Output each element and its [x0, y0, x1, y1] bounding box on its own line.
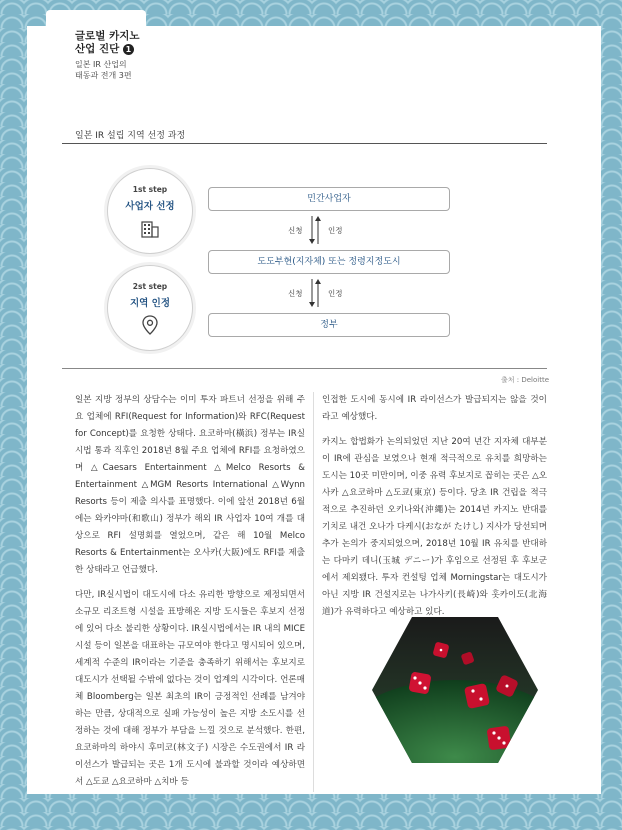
- figure-source: 출처 : Deloitte: [501, 376, 549, 384]
- box-local-government: 도도부현(지자체) 또는 정령지정도시: [208, 250, 450, 274]
- up-down-arrow-icon: [307, 214, 323, 246]
- arrow-apply-label: 신청: [288, 289, 303, 298]
- body-paragraph: 다만, IR실시법이 대도시에 다소 유리한 방향으로 제정되면서 소규모 리조트형 시설을 표방해온 지방 도시들은 후보지 선정에 있어 다소 불리한 상황이다. IR실시법에서는 IR 내의 MICE 시설 등이 일본을 대표하는 규모여야 한다고 명시되어 있으며, 세계적 수준의 IR이라는 기준을 충족하기 위해서는 후보지로 대도시가 선택될 수밖에 없다는 것이 업계의 시각이다. 언론매체 Bloomberg는 일본 최초의 IR이 긍정적인 선례를 남겨야 하는 만큼, 상대적으로 실패 가능성이 높은 지방 소도시를 선정하는 것에 대해 정부가 부담을 느낄 것으로 분석했다. 한편, 요코하마의 하야시 후미코(林文子) 시장은 수도권에서 IR 라이선스가 발급되는 곳은 1개 도시에 불과할 것이라 예상하면서 △도쿄 △요코하마 △치바 등: [75, 590, 305, 787]
- series-title: [75, 30, 140, 56]
- casino-dice-photo: [370, 615, 540, 765]
- series-line1: 글로벌 카지노: [75, 30, 140, 42]
- arrow-approve-label: 인정: [328, 289, 343, 298]
- die: [464, 683, 490, 709]
- figure-top-rule: [62, 143, 547, 144]
- column-divider: [313, 392, 314, 792]
- location-pin-icon: [141, 315, 159, 335]
- up-down-arrow-icon: [307, 277, 323, 309]
- building-icon: [140, 218, 160, 238]
- step1-circle: [107, 168, 193, 254]
- step1-label-step: 1st step: [132, 185, 168, 194]
- series-sub-line1: 일본 IR 산업의: [75, 60, 127, 69]
- figure-bottom-rule: [62, 368, 547, 369]
- step2-circle: [107, 265, 193, 351]
- body-right-column: [322, 392, 547, 629]
- figure-title: 일본 IR 설립 지역 선정 과정: [75, 131, 186, 141]
- body-paragraph: 카지노 합법화가 논의되었던 지난 20여 년간 지자체 대부분이 IR에 관심을 보였으나 현재 적극적으로 유치를 희망하는 도시는 10곳 미만이며, 이중 유력 후보지로 꼽히는 곳은 △오사카 △요코하마 △도쿄(東京) 등이다. 당초 IR 건립을 적극적으로 추진하던 오키나와(沖繩)는 2014년 카지노 반대를 기치로 내건 오나가 다케시(おなが たけし) 지사가 당선되며 추가 논의가 중지되었으며, 2018년 10월 IR 유치를 반대하는 다마키 데니(玉城 デニー)가 후임으로 선정된 후 후보군에서 제외됐다. 투자 컨설팅 업체 Morningstar는 대도시가 아닌 지방 IR 건설지로는 나가사키(長崎)와 홋카이도(北海道)가 유력하다고 예상하고 있다.: [322, 437, 547, 617]
- body-left-column: [75, 392, 305, 799]
- step1-label: 사업자 선정: [125, 201, 175, 212]
- box-government: 정부: [208, 313, 450, 337]
- step2-label-step: 2st step: [132, 282, 168, 291]
- series-subtitle: [75, 59, 132, 81]
- series-line2: 산업 진단: [75, 43, 120, 55]
- arrow-apply-label: 신청: [288, 226, 303, 235]
- series-sub-line2: 태동과 전개 3편: [75, 71, 132, 80]
- arrow-approve-label: 인정: [328, 226, 343, 235]
- box-private-operator: 민간사업자: [208, 187, 450, 211]
- body-paragraph: 인접한 도시에 동시에 IR 라이선스가 발급되지는 않을 것이라고 예상했다.: [322, 395, 547, 422]
- step2-label: 지역 인정: [129, 298, 170, 309]
- body-paragraph: 일본 지방 정부의 상담수는 이미 투자 파트너 선정을 위해 주요 업체에 RFI(Request for Information)와 RFC(Request for Concept)를 요청한 상태다. 요코하마(橫浜) 정부는 IR실시법 통과 직후인 2018년 8월 주요 업체에 RFI를 요청하였으며 △Caesars Entertainment △Melco Resorts & Entertainment △MGM Resorts International △Wynn Resorts 등이 제출 의사를 표명했다. 이에 앞선 2018년 6월에는 와카야마(和歌山) 정부가 해외 IR 사업자 10여 개를 대상으로 RFI 설명회를 열었으며, 같은 해 10월 Melco Resorts & Entertainment는 오사카(大阪)에도 RFI를 제출한 상태라고 언급했다.: [75, 395, 305, 575]
- series-number: 1: [123, 44, 134, 55]
- arrow-group-1: [288, 212, 368, 248]
- arrow-group-2: [288, 275, 368, 311]
